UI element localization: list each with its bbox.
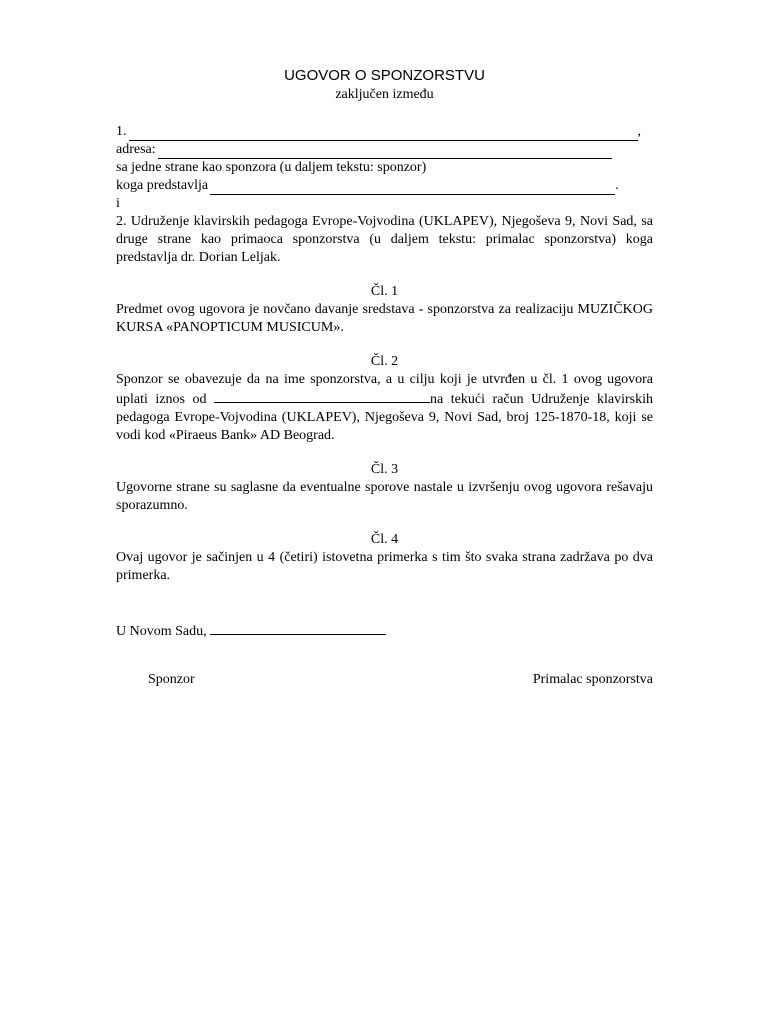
rep-blank bbox=[210, 180, 615, 195]
rep-label: koga predstavlja bbox=[116, 178, 209, 193]
contract-page bbox=[116, 66, 653, 691]
party1-line bbox=[116, 123, 653, 141]
party1-role-line bbox=[116, 159, 653, 177]
address-blank bbox=[158, 144, 612, 159]
party1-number: 1. bbox=[116, 124, 127, 139]
article-4-text: Ovaj ugovor je sačinjen u 4 (četiri) istovetna primerka s tim što svaka strana zadržava po dva primerka. bbox=[116, 550, 653, 583]
conjunction-text: i bbox=[116, 196, 120, 211]
article-4-heading: Čl. 4 bbox=[370, 532, 399, 547]
article-1-heading: Čl. 1 bbox=[370, 284, 399, 299]
rep-trailing: . bbox=[615, 178, 619, 193]
article-3-text: Ugovorne strane su saglasne da eventualne sporove nastale u izvršenju ovog ugovora rešavaju sporazumno. bbox=[116, 480, 653, 513]
document-title: UGOVOR O SPONZORSTVU bbox=[284, 67, 485, 84]
place-date-line bbox=[116, 621, 653, 641]
article-2-text bbox=[116, 371, 653, 445]
amount-blank bbox=[214, 389, 430, 403]
party1-address-line bbox=[116, 141, 653, 159]
signatures bbox=[116, 671, 653, 691]
article-3-heading: Čl. 3 bbox=[370, 462, 399, 477]
document-subtitle: zaključen između bbox=[335, 87, 434, 102]
signature-sponsor: Sponzor bbox=[148, 672, 195, 687]
place-label: U Novom Sadu, bbox=[116, 624, 207, 639]
signature-recipient: Primalac sponzorstva bbox=[532, 672, 653, 687]
party1-role: sa jedne strane kao sponzora (u daljem tekstu: sponzor) bbox=[116, 160, 427, 175]
party2-paragraph: 2. Udruženje klavirskih pedagoga Evrope-Vojvodina (UKLAPEV), Njegoševa 9, Novi Sad, sa druge strane kao primaoca sponzorstva (u daljem tekstu: primalac sponzorstva) koga predstavlja dr. Dorian Leljak. bbox=[116, 214, 653, 265]
date-blank bbox=[210, 621, 386, 635]
conjunction bbox=[116, 195, 653, 213]
article-2-text-before: Sponzor se obavezuje da na ime sponzorstva, a u cilju koji je utvrđen u čl. 1 ovog ugovora uplati iznos od bbox=[116, 372, 653, 407]
article-2-heading: Čl. 2 bbox=[370, 354, 399, 369]
article-1-text: Predmet ovog ugovora je novčano davanje sredstava - sponzorstva za realizaciju MUZIČKOG KURSA «PANOPTICUM MUSICUM». bbox=[116, 302, 653, 335]
party1-rep-line bbox=[116, 177, 653, 195]
article-2-text-after: na tekući račun Udruženje klavirskih pedagoga Evrope-Vojvodina (UKLAPEV), Njegoševa 9, Novi Sad, broj 125-1870-18, koji se vodi kod «Piraeus Bank» AD Beograd. bbox=[116, 392, 653, 443]
address-label: adresa: bbox=[116, 142, 156, 157]
party1-name-blank bbox=[129, 126, 638, 141]
party1-trailing: , bbox=[637, 124, 641, 139]
